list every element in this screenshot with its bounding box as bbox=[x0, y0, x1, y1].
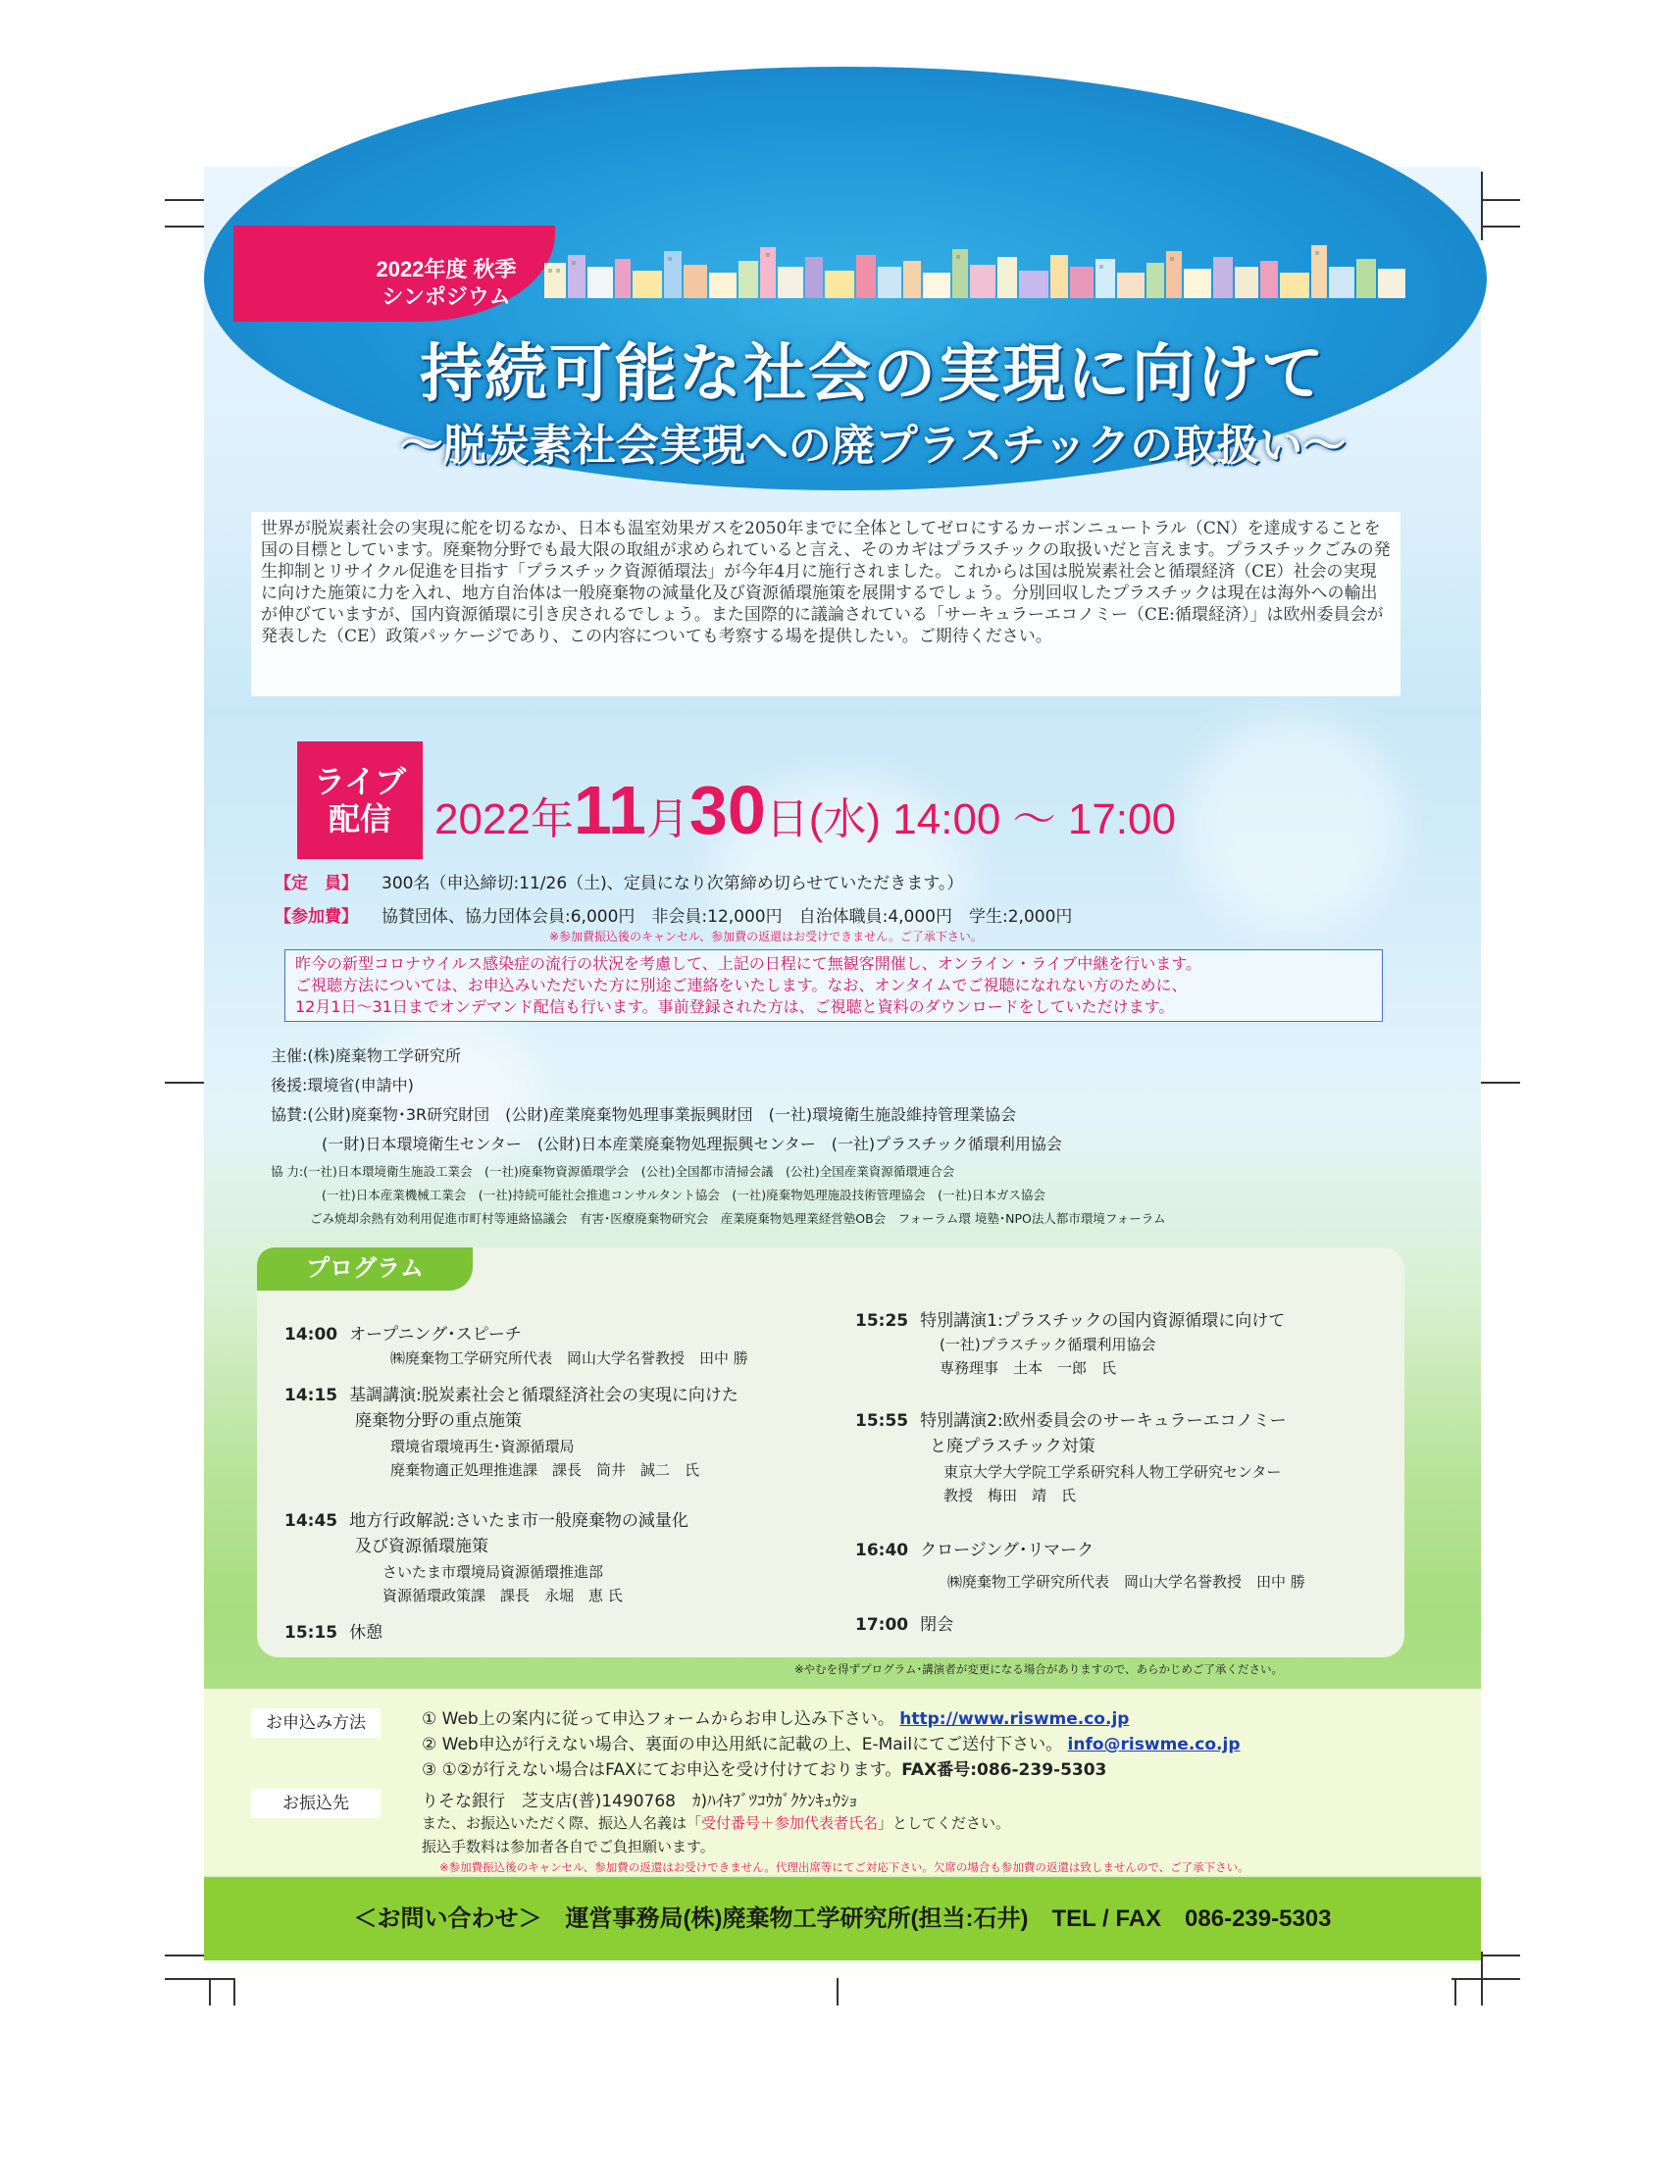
program-speaker: 環境省環境再生･資源循環局 bbox=[390, 1438, 575, 1455]
program-time: 15:25 bbox=[855, 1311, 909, 1331]
program-title: 地方行政解説:さいたま市一般廃棄物の減量化 bbox=[349, 1511, 688, 1531]
notice-line3: 12月1日～31日までオンデマンド配信も行います。事前登録された方は、ご視聴と資料のダウンロードをしていただけます。 bbox=[295, 997, 1175, 1016]
program-time: 14:45 bbox=[284, 1511, 338, 1531]
coop-line1: 協 力:(一社)日本環境衛生施設工業会 (一社)廃棄物資源循環学会 (公社)全国都市清掃会議 (公社)全国産業資源循環連合会 bbox=[271, 1164, 955, 1179]
capacity-value: 300名（申込締切:11/26（土)、定員になり次第締め切らせていただきます。） bbox=[382, 874, 964, 893]
program-disclaimer: ※やむを得ずプログラム･講演者が変更になる場合がありますので、あらかじめご了承ください。 bbox=[794, 1662, 1284, 1676]
program-title: 特別講演2:欧州委員会のサーキュラーエコノミー bbox=[920, 1411, 1287, 1431]
program-title: 基調講演:脱炭素社会と循環経済社会の実現に向けた bbox=[349, 1386, 738, 1405]
live-badge-line1: ライブ bbox=[313, 764, 407, 799]
program-title-cont: 廃棄物分野の重点施策 bbox=[355, 1411, 522, 1431]
live-stream-badge bbox=[297, 741, 423, 859]
program-item bbox=[855, 1406, 1287, 1431]
notice-line2: ご視聴方法については、お申込みいただいた方に別途ご連絡をいたします。なお、オンタイムでご視聴になれない方のために、 bbox=[295, 976, 1188, 994]
program-title-cont: と廃プラスチック対策 bbox=[930, 1437, 1095, 1456]
program-time: 15:55 bbox=[855, 1411, 909, 1431]
event-date bbox=[434, 771, 1176, 849]
program-item bbox=[284, 1618, 382, 1643]
apply-step3-text: ③ ①②が行えない場合はFAXにてお申込を受け付けております。 bbox=[422, 1760, 902, 1780]
program-time: 17:00 bbox=[855, 1615, 909, 1635]
apply-step1-text: ① Web上の案内に従って申込フォームからお申し込み下さい。 bbox=[422, 1709, 894, 1729]
program-speaker: 資源循環政策課 課長 永堀 恵 氏 bbox=[382, 1587, 623, 1604]
program-time: 14:15 bbox=[284, 1386, 338, 1405]
program-speaker: ㈱廃棄物工学研究所代表 岡山大学名誉教授 田中 勝 bbox=[947, 1573, 1305, 1591]
program-title: 閉会 bbox=[920, 1615, 954, 1635]
program-time: 15:15 bbox=[284, 1623, 338, 1643]
main-title: 持続可能な社会の実現に向けて bbox=[420, 338, 1326, 409]
capacity-label: 【定 員】 bbox=[275, 874, 358, 893]
program-item bbox=[855, 1536, 1094, 1560]
transfer-fee-note: 振込手数料は参加者各自でご負担願います。 bbox=[422, 1838, 715, 1855]
transfer-note-b: 」としてください。 bbox=[878, 1814, 1011, 1832]
apply-step3 bbox=[422, 1755, 1106, 1780]
live-badge-line2: 配信 bbox=[328, 801, 391, 837]
fee-note: ※参加費振込後のキャンセル、参加費の返還はお受けできません。ご了承下さい。 bbox=[549, 930, 983, 943]
program-item bbox=[284, 1506, 688, 1531]
program-speaker: 専務理事 土本 一郎 氏 bbox=[940, 1359, 1117, 1377]
date-day-unit: 日(水) 14:00 ～ 17:00 bbox=[765, 795, 1176, 843]
coop-line3: ごみ焼却余熱有効利用促進市町村等連絡協議会 有害･医療廃棄物研究会 産業廃棄物処理業経営塾OB会 フォーラム環 境塾･NPO法人都市環境フォーラム bbox=[310, 1211, 1166, 1226]
transfer-note-red: 受付番号＋参加代表者氏名 bbox=[701, 1814, 879, 1832]
program-speaker: 東京大学大学院工学系研究科人物工学研究センター bbox=[943, 1463, 1282, 1481]
date-month-unit: 月 bbox=[645, 795, 689, 843]
host: 主催:(株)廃棄物工学研究所 bbox=[271, 1046, 461, 1065]
apply-method-label: お申込み方法 bbox=[251, 1708, 381, 1738]
program-time: 16:40 bbox=[855, 1541, 909, 1560]
fax-number: FAX番号:086-239-5303 bbox=[901, 1760, 1107, 1780]
coop-line2: (一社)日本産業機械工業会 (一社)持続可能社会推進コンサルタント協会 (一社)廃棄物処理施設技術管理協会 (一社)日本ガス協会 bbox=[322, 1188, 1045, 1202]
program-speaker: さいたま市環境局資源循環推進部 bbox=[382, 1563, 604, 1581]
apply-step1 bbox=[422, 1704, 1129, 1729]
contact-banner: ＜お問い合わせ＞ 運営事務局(株)廃棄物工学研究所(担当:石井) TEL / FAX 086-239-5303 bbox=[204, 1877, 1481, 1960]
capacity-row bbox=[275, 869, 963, 893]
fee-value: 協賛団体、協力団体会員:6,000円 非会員:12,000円 自治体職員:4,000円 学生:2,000円 bbox=[382, 907, 1073, 927]
program-speaker: 廃棄物適正処理推進課 課長 筒井 誠二 氏 bbox=[390, 1461, 700, 1479]
date-year: 2022年 bbox=[434, 795, 574, 843]
program-item bbox=[284, 1320, 522, 1345]
sponsor-line1: 協賛:(公財)廃棄物･3R研究財団 (公財)産業廃棄物処理事業振興財団 (一社)環境衛生施設維持管理業協会 bbox=[271, 1105, 1017, 1124]
cityscape-illustration bbox=[544, 237, 1407, 298]
apply-step2-text: ② Web申込が行えない場合、裏面の申込用紙に記載の上、E-Mailにてご送付下さい。 bbox=[422, 1735, 1063, 1754]
program-item bbox=[855, 1610, 953, 1635]
program-title-cont: 及び資源循環施策 bbox=[355, 1537, 488, 1556]
email-link[interactable]: info@riswme.co.jp bbox=[1067, 1735, 1241, 1754]
online-notice bbox=[284, 949, 1383, 1022]
event-year-season: 2022年度 秋季 bbox=[376, 257, 517, 281]
bank-account: りそな銀行 芝支店(普)1490768 ｶ)ﾊｲｷﾌﾞﾂｺｳｶﾞｸｹﾝｷｭｳｼｮ bbox=[422, 1792, 858, 1811]
sponsor-line2: (一財)日本環境衛生センター (公財)日本産業廃棄物処理振興センター (一社)プラスチック循環利用協会 bbox=[322, 1135, 1062, 1153]
program-item bbox=[284, 1381, 738, 1405]
cancel-note: ※参加費振込後のキャンセル、参加費の返還はお受けできません。代理出席等にてご対応下さい。欠席の場合も参加費の返還は致しませんので、ご了承下さい。 bbox=[439, 1860, 1249, 1874]
transfer-label: お振込先 bbox=[251, 1789, 381, 1818]
transfer-note bbox=[422, 1812, 1010, 1833]
fee-row bbox=[275, 902, 1072, 927]
program-title: 特別講演1:プラスチックの国内資源循環に向けて bbox=[920, 1311, 1286, 1331]
program-item bbox=[855, 1306, 1285, 1331]
event-type: シンポジウム bbox=[382, 284, 511, 309]
program-title: オープニング･スピーチ bbox=[349, 1325, 522, 1345]
program-speaker: 教授 梅田 靖 氏 bbox=[943, 1487, 1077, 1504]
notice-line1: 昨今の新型コロナウイルス感染症の流行の状況を考慮して、上記の日程にて無観客開催し、オンライン・ライブ中継を行います。 bbox=[295, 954, 1202, 973]
program-heading: プログラム bbox=[257, 1247, 473, 1291]
support: 後援:環境省(申請中) bbox=[271, 1076, 414, 1094]
fee-label: 【参加費】 bbox=[275, 907, 358, 927]
date-month: 11 bbox=[573, 772, 646, 848]
program-title: クロージング･リマーク bbox=[920, 1541, 1095, 1560]
date-day: 30 bbox=[688, 772, 766, 848]
program-speaker: ㈱廃棄物工学研究所代表 岡山大学名誉教授 田中 勝 bbox=[390, 1349, 748, 1367]
intro-text: 世界が脱炭素社会の実現に舵を切るなか、日本も温室効果ガスを2050年までに全体としてゼロにするカーボンニュートラル（CN）を達成することを国の目標としています。廃棄物分野でも最大限の取組が求められていると言え、そのカギはプラスチックの取扱いだと言えます。プラスチックごみの発生抑制とリサイクル促進を目指す「プラスチック資源循環法」が今年4月に施行されました。これからは国は脱炭素社会と循環経済（CE）社会の実現に向けた施策に力を入れ、地方自治体は一般廃棄物の減量化及び資源循環施策を展開するでしょう。分別回収したプラスチックは現在は海外への輸出が伸びていますが、国内資源循環に引き戻されるでしょう。また国際的に議論されている「サーキュラーエコノミー（CE:循環経済）」は欧州委員会が発表した（CE）政策パッケージであり、この内容についても考察する場を提供したい。ご期待ください。 bbox=[251, 512, 1400, 696]
transfer-note-a: また、お振込いただく際、振込人名義は「 bbox=[422, 1814, 702, 1832]
apply-step2 bbox=[422, 1730, 1240, 1754]
program-time: 14:00 bbox=[284, 1325, 338, 1345]
program-title: 休憩 bbox=[349, 1623, 383, 1643]
program-speaker: (一社)プラスチック循環利用協会 bbox=[940, 1336, 1156, 1353]
main-subtitle: ～脱炭素社会実現への廃プラスチックの取扱い～ bbox=[399, 422, 1347, 470]
website-link[interactable]: http://www.riswme.co.jp bbox=[899, 1709, 1130, 1729]
